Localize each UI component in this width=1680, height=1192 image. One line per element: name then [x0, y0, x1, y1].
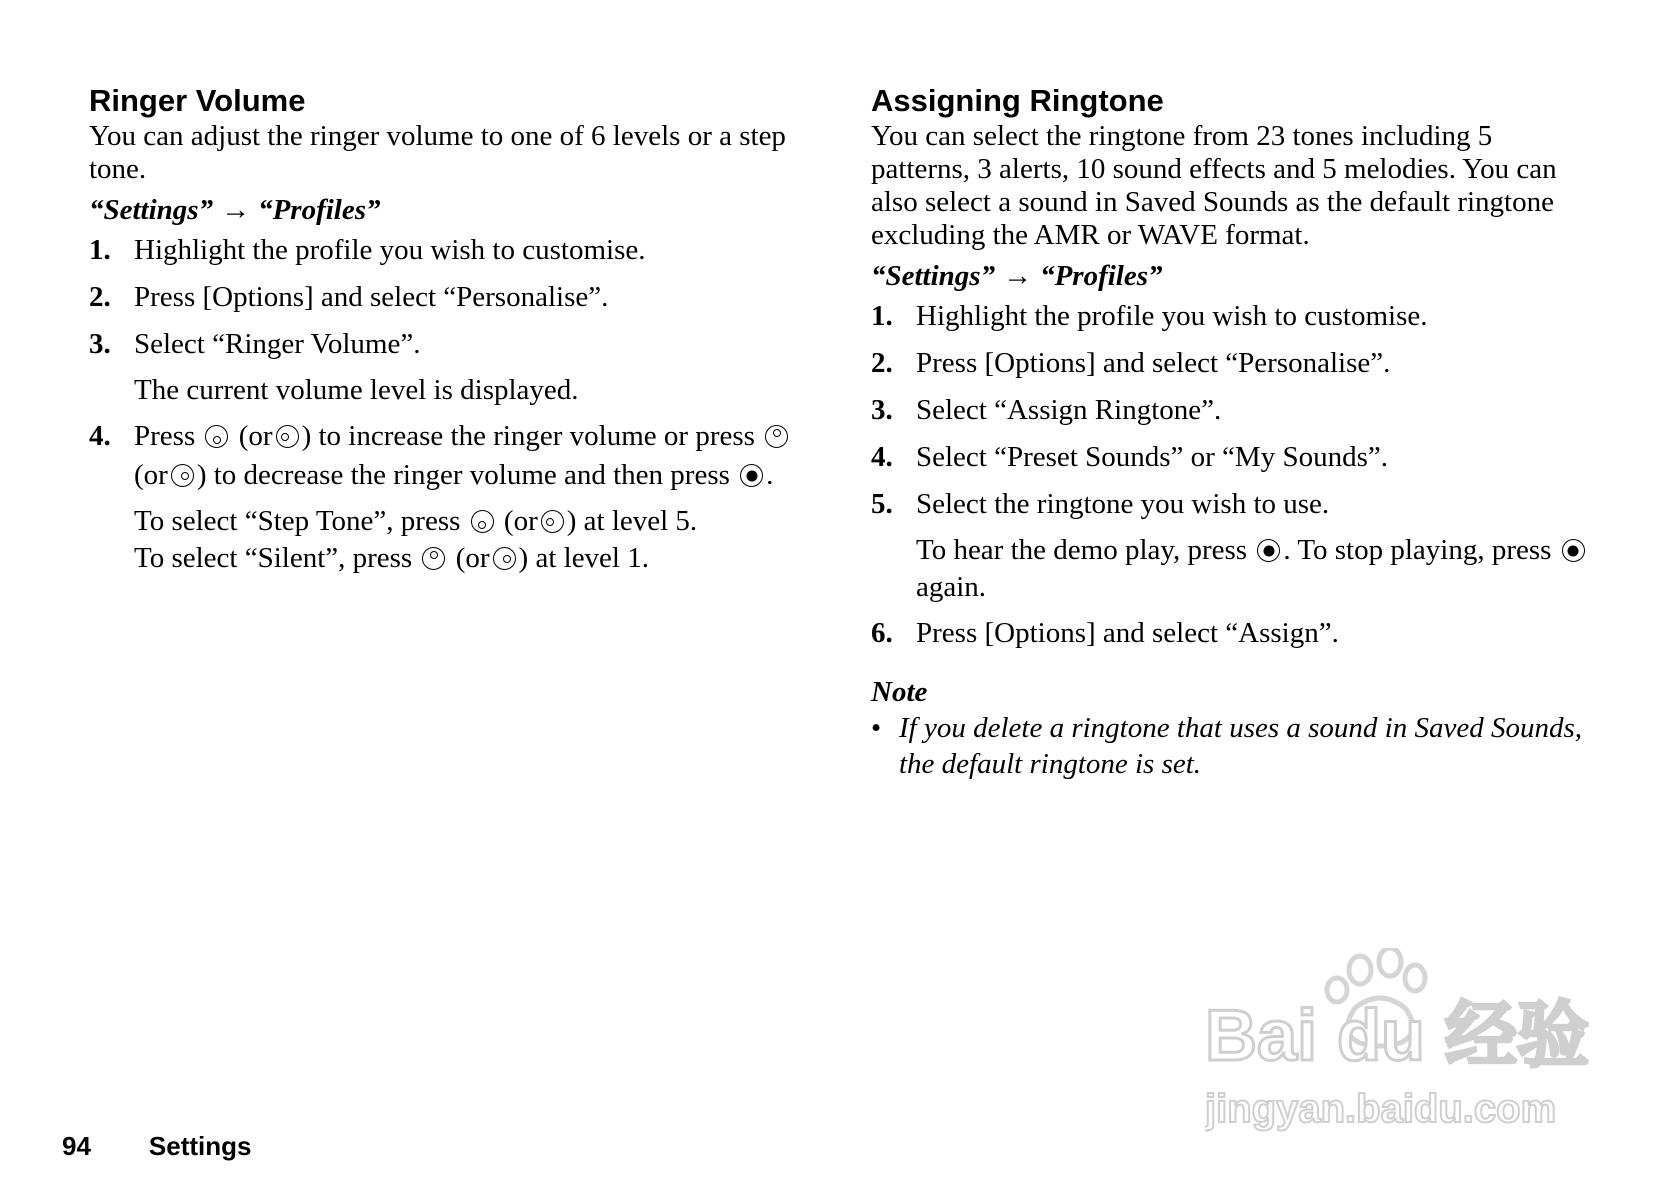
- step-item: [871, 438, 1591, 477]
- step-item: [89, 231, 809, 270]
- center-key-icon: [1562, 539, 1585, 562]
- step-tone-line: [134, 503, 809, 540]
- left-column: [89, 82, 809, 585]
- nav-right-key-icon: [541, 510, 564, 533]
- detail-text: To hear the demo play, press: [916, 534, 1248, 566]
- note-title: Note: [871, 676, 928, 708]
- step-5-detail: [916, 532, 1591, 606]
- step-number: 1.: [89, 234, 111, 266]
- step-item: [871, 485, 1591, 524]
- detail-text: again.: [916, 571, 987, 603]
- detail-text: To select “Step Tone”, press: [134, 505, 461, 537]
- center-key-icon: [740, 464, 763, 487]
- baidu-logo-icon: [1205, 948, 1605, 1148]
- section-heading-assigning-ringtone: Assigning Ringtone: [871, 83, 1164, 118]
- detail-text: . To stop playing, press: [1283, 534, 1552, 566]
- step-text: Press [Options] and select “Assign”.: [916, 617, 1339, 649]
- center-key-icon: [1257, 539, 1280, 562]
- step-item: [89, 325, 809, 364]
- step-text: Highlight the profile you wish to customise.: [916, 300, 1428, 332]
- menu-path-profiles: “Profiles”: [1040, 260, 1163, 292]
- arrow-icon: →: [1003, 260, 1033, 292]
- nav-up-key-icon: [471, 510, 494, 533]
- detail-text: (or: [455, 542, 490, 574]
- nav-right-key-icon: [276, 425, 299, 448]
- step-text: Press [Options] and select “Personalise”.: [134, 281, 609, 313]
- page-number: 94: [62, 1131, 91, 1161]
- step-number: 2.: [871, 347, 893, 379]
- step-text: Highlight the profile you wish to customise.: [134, 234, 646, 266]
- right-column: [871, 82, 1591, 782]
- nav-down-key-icon: [422, 547, 445, 570]
- menu-path: [871, 260, 1591, 293]
- footer-section-title: Settings: [148, 1131, 252, 1161]
- step-text: .: [766, 459, 774, 491]
- menu-path-settings: “Settings”: [89, 194, 214, 226]
- assigning-ringtone-intro: You can select the ringtone from 23 tones including 5 patterns, 3 alerts, 10 sound effects and 5 melodies. You can also select a sound in Saved Sounds as the default ringtone excluding the AMR or WAVE format.: [871, 120, 1557, 251]
- step-number: 4.: [89, 420, 111, 452]
- step-number: 4.: [871, 441, 893, 473]
- silent-line: [134, 540, 809, 577]
- nav-down-key-icon: [765, 425, 788, 448]
- step-item: [89, 278, 809, 317]
- step-item: [871, 344, 1591, 383]
- arrow-icon: →: [221, 194, 251, 226]
- detail-text: ) at level 5.: [566, 505, 698, 537]
- step-number: 3.: [871, 394, 893, 426]
- nav-left-key-icon: [171, 464, 194, 487]
- step-text: Select “Preset Sounds” or “My Sounds”.: [916, 441, 1388, 473]
- step-number: 5.: [871, 488, 893, 520]
- step-item: [871, 391, 1591, 430]
- detail-text: ) at level 1.: [518, 542, 649, 574]
- nav-left-key-icon: [493, 547, 516, 570]
- step-text: ) to decrease the ringer volume and then press: [196, 459, 730, 491]
- step-4-detail: [134, 503, 809, 577]
- step-text: ) to increase the ringer volume or press: [301, 420, 755, 452]
- detail-text: (or: [503, 505, 538, 537]
- note-text: If you delete a ringtone that uses a sound in Saved Sounds, the default ringtone is set.: [899, 712, 1583, 780]
- bullet-icon: •: [871, 712, 882, 744]
- baidu-watermark: [1205, 948, 1605, 1148]
- detail-text: To select “Silent”, press: [134, 542, 413, 574]
- step-text: (or: [134, 459, 168, 491]
- step-item-4: [89, 417, 809, 495]
- step-text: Select the ringtone you wish to use.: [916, 488, 1330, 520]
- menu-path: [89, 194, 809, 227]
- watermark-brand: Bai du 经验: [1205, 996, 1590, 1076]
- step-item-6: [871, 614, 1591, 653]
- section-heading-ringer-volume: Ringer Volume: [89, 83, 306, 118]
- step-3-detail: The current volume level is displayed.: [134, 374, 579, 406]
- ringer-volume-intro: You can adjust the ringer volume to one of 6 levels or a step tone.: [89, 120, 786, 185]
- ringer-volume-steps: [89, 231, 809, 364]
- watermark-url: jingyan.baidu.com: [1205, 1087, 1557, 1131]
- step-number: 6.: [871, 617, 893, 649]
- step-text: Press: [134, 420, 196, 452]
- step-text: Select “Ringer Volume”.: [134, 328, 421, 360]
- step-number: 2.: [89, 281, 111, 313]
- note-item: [871, 710, 1591, 782]
- page-footer: [62, 1130, 252, 1162]
- menu-path-settings: “Settings”: [871, 260, 996, 292]
- step-text: (or: [238, 420, 273, 452]
- step-text: Select “Assign Ringtone”.: [916, 394, 1222, 426]
- step-number: 3.: [89, 328, 111, 360]
- step-text: Press [Options] and select “Personalise”.: [916, 347, 1391, 379]
- step-number: 1.: [871, 300, 893, 332]
- menu-path-profiles: “Profiles”: [258, 194, 381, 226]
- step-item: [871, 297, 1591, 336]
- nav-up-key-icon: [205, 425, 228, 448]
- assigning-ringtone-steps: [871, 297, 1591, 524]
